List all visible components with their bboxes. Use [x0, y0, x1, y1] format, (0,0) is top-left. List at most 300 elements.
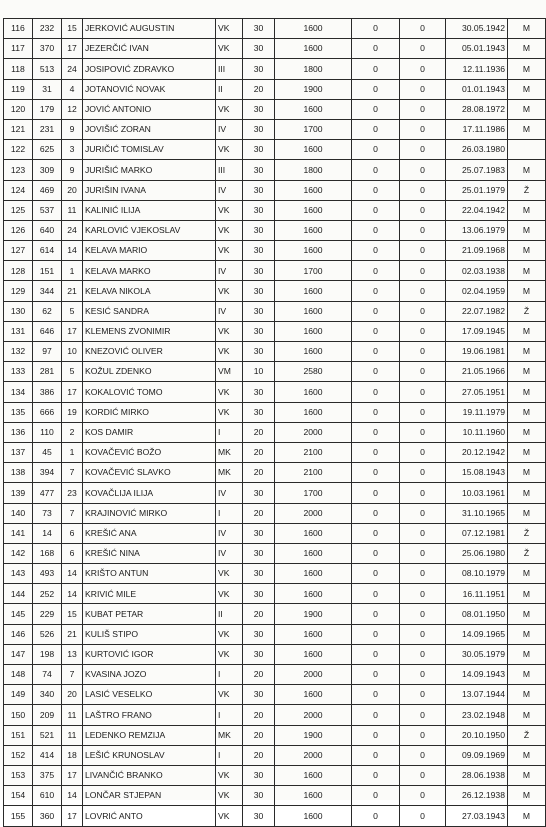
amount-cell: 1600: [275, 241, 352, 261]
row-number-cell: 152: [4, 745, 33, 765]
birth-date-cell: 30.05.1979: [446, 644, 508, 664]
row-number-cell: 127: [4, 241, 33, 261]
full-name-cell: KOS DAMIR: [83, 422, 216, 442]
amount-cell: 2000: [275, 503, 352, 523]
years-cell: 30: [243, 281, 275, 301]
birth-date-cell: 08.01.1950: [446, 604, 508, 624]
extra-value-1-cell: 0: [352, 79, 400, 99]
amount-cell: 2100: [275, 463, 352, 483]
employee-id-cell: 537: [33, 200, 62, 220]
qualification-cell: IV: [216, 180, 243, 200]
amount-cell: 1600: [275, 564, 352, 584]
amount-cell: 1700: [275, 483, 352, 503]
row-number-cell: 117: [4, 39, 33, 59]
unit-code-cell: 21: [62, 281, 83, 301]
extra-value-1-cell: 0: [352, 503, 400, 523]
full-name-cell: LEDENKO REMZIJA: [83, 725, 216, 745]
extra-value-1-cell: 0: [352, 483, 400, 503]
gender-cell: M: [508, 604, 546, 624]
qualification-cell: VK: [216, 220, 243, 240]
birth-date-cell: 27.03.1943: [446, 806, 508, 826]
gender-cell: M: [508, 220, 546, 240]
extra-value-1-cell: 0: [352, 402, 400, 422]
unit-code-cell: 24: [62, 59, 83, 79]
unit-code-cell: 14: [62, 584, 83, 604]
extra-value-1-cell: 0: [352, 180, 400, 200]
extra-value-2-cell: 0: [400, 644, 446, 664]
unit-code-cell: 6: [62, 543, 83, 563]
birth-date-cell: 31.10.1965: [446, 503, 508, 523]
employee-id-cell: 414: [33, 745, 62, 765]
table-row: [4, 362, 546, 382]
birth-date-cell: 30.05.1942: [446, 19, 508, 39]
years-cell: 30: [243, 806, 275, 826]
extra-value-2-cell: 0: [400, 200, 446, 220]
extra-value-2-cell: 0: [400, 281, 446, 301]
extra-value-1-cell: 0: [352, 99, 400, 119]
gender-cell: Ž: [508, 523, 546, 543]
amount-cell: 1600: [275, 644, 352, 664]
employee-id-cell: 151: [33, 261, 62, 281]
unit-code-cell: 7: [62, 463, 83, 483]
employee-id-cell: 110: [33, 422, 62, 442]
years-cell: 20: [243, 463, 275, 483]
unit-code-cell: 17: [62, 39, 83, 59]
row-number-cell: 140: [4, 503, 33, 523]
unit-code-cell: 14: [62, 564, 83, 584]
full-name-cell: KUBAT PETAR: [83, 604, 216, 624]
extra-value-2-cell: 0: [400, 665, 446, 685]
extra-value-2-cell: 0: [400, 79, 446, 99]
years-cell: 30: [243, 59, 275, 79]
employee-id-cell: 666: [33, 402, 62, 422]
extra-value-2-cell: 0: [400, 160, 446, 180]
row-number-cell: 149: [4, 685, 33, 705]
years-cell: 30: [243, 160, 275, 180]
birth-date-cell: 08.10.1979: [446, 564, 508, 584]
extra-value-2-cell: 0: [400, 705, 446, 725]
qualification-cell: MK: [216, 463, 243, 483]
row-number-cell: 125: [4, 200, 33, 220]
table-row: [4, 301, 546, 321]
full-name-cell: LONČAR STJEPAN: [83, 786, 216, 806]
unit-code-cell: 17: [62, 382, 83, 402]
extra-value-2-cell: 0: [400, 402, 446, 422]
employee-id-cell: 469: [33, 180, 62, 200]
gender-cell: M: [508, 321, 546, 341]
extra-value-1-cell: 0: [352, 342, 400, 362]
extra-value-2-cell: 0: [400, 39, 446, 59]
extra-value-1-cell: 0: [352, 200, 400, 220]
table-row: [4, 321, 546, 341]
extra-value-1-cell: 0: [352, 220, 400, 240]
employee-id-cell: 640: [33, 220, 62, 240]
qualification-cell: VK: [216, 564, 243, 584]
gender-cell: M: [508, 200, 546, 220]
extra-value-2-cell: 0: [400, 19, 446, 39]
extra-value-2-cell: 0: [400, 59, 446, 79]
years-cell: 30: [243, 644, 275, 664]
qualification-cell: VK: [216, 584, 243, 604]
birth-date-cell: 20.10.1950: [446, 725, 508, 745]
table-row: [4, 241, 546, 261]
unit-code-cell: 14: [62, 241, 83, 261]
unit-code-cell: 13: [62, 644, 83, 664]
birth-date-cell: 25.06.1980: [446, 543, 508, 563]
table-row: [4, 342, 546, 362]
full-name-cell: KOVAČEVIĆ BOŽO: [83, 442, 216, 462]
employee-id-cell: 74: [33, 665, 62, 685]
unit-code-cell: 6: [62, 523, 83, 543]
birth-date-cell: 17.09.1945: [446, 321, 508, 341]
birth-date-cell: 10.11.1960: [446, 422, 508, 442]
full-name-cell: LAŠTRO FRANO: [83, 705, 216, 725]
table-row: [4, 523, 546, 543]
amount-cell: 1600: [275, 786, 352, 806]
birth-date-cell: 15.08.1943: [446, 463, 508, 483]
full-name-cell: KNEZOVIĆ OLIVER: [83, 342, 216, 362]
qualification-cell: VK: [216, 241, 243, 261]
amount-cell: 1600: [275, 624, 352, 644]
full-name-cell: KELAVA MARIO: [83, 241, 216, 261]
row-number-cell: 126: [4, 220, 33, 240]
gender-cell: M: [508, 483, 546, 503]
gender-cell: M: [508, 765, 546, 785]
amount-cell: 2580: [275, 362, 352, 382]
years-cell: 20: [243, 79, 275, 99]
unit-code-cell: 5: [62, 362, 83, 382]
amount-cell: 1600: [275, 382, 352, 402]
table-row: [4, 765, 546, 785]
extra-value-1-cell: 0: [352, 564, 400, 584]
extra-value-2-cell: 0: [400, 241, 446, 261]
qualification-cell: VK: [216, 140, 243, 160]
employee-id-cell: 229: [33, 604, 62, 624]
full-name-cell: KREŠIĆ NINA: [83, 543, 216, 563]
extra-value-2-cell: 0: [400, 422, 446, 442]
employee-id-cell: 513: [33, 59, 62, 79]
years-cell: 20: [243, 725, 275, 745]
years-cell: 20: [243, 604, 275, 624]
table-row: [4, 705, 546, 725]
amount-cell: 1800: [275, 160, 352, 180]
row-number-cell: 150: [4, 705, 33, 725]
employee-id-cell: 45: [33, 442, 62, 462]
amount-cell: 1600: [275, 220, 352, 240]
unit-code-cell: 14: [62, 786, 83, 806]
employee-id-cell: 179: [33, 99, 62, 119]
extra-value-1-cell: 0: [352, 442, 400, 462]
extra-value-1-cell: 0: [352, 362, 400, 382]
amount-cell: 1600: [275, 685, 352, 705]
birth-date-cell: 27.05.1951: [446, 382, 508, 402]
full-name-cell: KRIVIĆ MILE: [83, 584, 216, 604]
row-number-cell: 143: [4, 564, 33, 584]
years-cell: 30: [243, 483, 275, 503]
row-number-cell: 133: [4, 362, 33, 382]
table-row: [4, 745, 546, 765]
row-number-cell: 137: [4, 442, 33, 462]
full-name-cell: JURIŠIN IVANA: [83, 180, 216, 200]
years-cell: 20: [243, 665, 275, 685]
birth-date-cell: 22.04.1942: [446, 200, 508, 220]
years-cell: 30: [243, 685, 275, 705]
extra-value-2-cell: 0: [400, 543, 446, 563]
unit-code-cell: 21: [62, 624, 83, 644]
extra-value-1-cell: 0: [352, 705, 400, 725]
birth-date-cell: 05.01.1943: [446, 39, 508, 59]
extra-value-1-cell: 0: [352, 745, 400, 765]
birth-date-cell: 19.06.1981: [446, 342, 508, 362]
extra-value-2-cell: 0: [400, 140, 446, 160]
qualification-cell: I: [216, 503, 243, 523]
row-number-cell: 116: [4, 19, 33, 39]
table-row: [4, 19, 546, 39]
gender-cell: M: [508, 442, 546, 462]
birth-date-cell: 13.06.1979: [446, 220, 508, 240]
row-number-cell: 118: [4, 59, 33, 79]
amount-cell: 1600: [275, 99, 352, 119]
employee-id-cell: 610: [33, 786, 62, 806]
full-name-cell: JOSIPOVIĆ ZDRAVKO: [83, 59, 216, 79]
employee-id-cell: 14: [33, 523, 62, 543]
unit-code-cell: 17: [62, 765, 83, 785]
extra-value-2-cell: 0: [400, 261, 446, 281]
table-row: [4, 261, 546, 281]
roster-table: [3, 18, 546, 827]
table-row: [4, 59, 546, 79]
unit-code-cell: 15: [62, 19, 83, 39]
qualification-cell: VK: [216, 402, 243, 422]
extra-value-1-cell: 0: [352, 725, 400, 745]
full-name-cell: KLEMENS ZVONIMIR: [83, 321, 216, 341]
qualification-cell: I: [216, 705, 243, 725]
extra-value-2-cell: 0: [400, 604, 446, 624]
gender-cell: M: [508, 99, 546, 119]
amount-cell: 1600: [275, 180, 352, 200]
extra-value-1-cell: 0: [352, 604, 400, 624]
employee-id-cell: 198: [33, 644, 62, 664]
unit-code-cell: 17: [62, 806, 83, 826]
amount-cell: 1700: [275, 261, 352, 281]
birth-date-cell: 07.12.1981: [446, 523, 508, 543]
full-name-cell: KURTOVIĆ IGOR: [83, 644, 216, 664]
amount-cell: 1600: [275, 523, 352, 543]
birth-date-cell: 14.09.1965: [446, 624, 508, 644]
gender-cell: M: [508, 503, 546, 523]
table-row: [4, 281, 546, 301]
years-cell: 30: [243, 39, 275, 59]
qualification-cell: VM: [216, 362, 243, 382]
extra-value-1-cell: 0: [352, 422, 400, 442]
years-cell: 30: [243, 321, 275, 341]
row-number-cell: 147: [4, 644, 33, 664]
qualification-cell: VK: [216, 19, 243, 39]
birth-date-cell: 23.02.1948: [446, 705, 508, 725]
full-name-cell: JERKOVIĆ AUGUSTIN: [83, 19, 216, 39]
gender-cell: M: [508, 261, 546, 281]
extra-value-2-cell: 0: [400, 786, 446, 806]
years-cell: 30: [243, 261, 275, 281]
gender-cell: M: [508, 382, 546, 402]
extra-value-2-cell: 0: [400, 382, 446, 402]
table-row: [4, 442, 546, 462]
extra-value-1-cell: 0: [352, 685, 400, 705]
gender-cell: M: [508, 19, 546, 39]
employee-id-cell: 344: [33, 281, 62, 301]
full-name-cell: JOVIĆ ANTONIO: [83, 99, 216, 119]
amount-cell: 1600: [275, 200, 352, 220]
full-name-cell: JURIŠIĆ MARKO: [83, 160, 216, 180]
qualification-cell: II: [216, 79, 243, 99]
qualification-cell: VK: [216, 99, 243, 119]
years-cell: 30: [243, 180, 275, 200]
table-row: [4, 483, 546, 503]
unit-code-cell: 1: [62, 442, 83, 462]
table-row: [4, 79, 546, 99]
years-cell: 20: [243, 745, 275, 765]
qualification-cell: IV: [216, 483, 243, 503]
qualification-cell: IV: [216, 543, 243, 563]
extra-value-1-cell: 0: [352, 644, 400, 664]
gender-cell: M: [508, 786, 546, 806]
unit-code-cell: 7: [62, 665, 83, 685]
extra-value-1-cell: 0: [352, 463, 400, 483]
table-row: [4, 119, 546, 139]
birth-date-cell: 28.06.1938: [446, 765, 508, 785]
unit-code-cell: 11: [62, 725, 83, 745]
gender-cell: M: [508, 463, 546, 483]
amount-cell: 1600: [275, 543, 352, 563]
table-row: [4, 644, 546, 664]
extra-value-2-cell: 0: [400, 584, 446, 604]
gender-cell: M: [508, 644, 546, 664]
unit-code-cell: 12: [62, 99, 83, 119]
row-number-cell: 122: [4, 140, 33, 160]
extra-value-1-cell: 0: [352, 765, 400, 785]
row-number-cell: 148: [4, 665, 33, 685]
row-number-cell: 146: [4, 624, 33, 644]
gender-cell: M: [508, 59, 546, 79]
unit-code-cell: 18: [62, 745, 83, 765]
table-row: [4, 39, 546, 59]
qualification-cell: I: [216, 422, 243, 442]
gender-cell: M: [508, 584, 546, 604]
unit-code-cell: 19: [62, 402, 83, 422]
extra-value-1-cell: 0: [352, 543, 400, 563]
gender-cell: M: [508, 342, 546, 362]
extra-value-2-cell: 0: [400, 624, 446, 644]
qualification-cell: VK: [216, 786, 243, 806]
table-row: [4, 180, 546, 200]
table-row: [4, 584, 546, 604]
extra-value-2-cell: 0: [400, 119, 446, 139]
full-name-cell: KULIŠ STIPO: [83, 624, 216, 644]
extra-value-2-cell: 0: [400, 342, 446, 362]
employee-id-cell: 252: [33, 584, 62, 604]
employee-id-cell: 370: [33, 39, 62, 59]
row-number-cell: 124: [4, 180, 33, 200]
gender-cell: M: [508, 624, 546, 644]
full-name-cell: KOVAČLIJA ILIJA: [83, 483, 216, 503]
extra-value-1-cell: 0: [352, 321, 400, 341]
amount-cell: 2000: [275, 745, 352, 765]
qualification-cell: IV: [216, 301, 243, 321]
unit-code-cell: 20: [62, 685, 83, 705]
row-number-cell: 145: [4, 604, 33, 624]
row-number-cell: 142: [4, 543, 33, 563]
amount-cell: 1800: [275, 59, 352, 79]
birth-date-cell: 10.03.1961: [446, 483, 508, 503]
unit-code-cell: 1: [62, 261, 83, 281]
birth-date-cell: 22.07.1982: [446, 301, 508, 321]
gender-cell: M: [508, 665, 546, 685]
row-number-cell: 141: [4, 523, 33, 543]
full-name-cell: LOVRIĆ ANTO: [83, 806, 216, 826]
full-name-cell: LEŠIĆ KRUNOSLAV: [83, 745, 216, 765]
row-number-cell: 154: [4, 786, 33, 806]
row-number-cell: 138: [4, 463, 33, 483]
employee-id-cell: 231: [33, 119, 62, 139]
gender-cell: M: [508, 422, 546, 442]
gender-cell: Ž: [508, 725, 546, 745]
extra-value-2-cell: 0: [400, 725, 446, 745]
birth-date-cell: 25.07.1983: [446, 160, 508, 180]
employee-id-cell: 97: [33, 342, 62, 362]
extra-value-2-cell: 0: [400, 745, 446, 765]
amount-cell: 1600: [275, 321, 352, 341]
unit-code-cell: 10: [62, 342, 83, 362]
employee-id-cell: 62: [33, 301, 62, 321]
birth-date-cell: 25.01.1979: [446, 180, 508, 200]
full-name-cell: KALINIĆ ILIJA: [83, 200, 216, 220]
gender-cell: Ž: [508, 543, 546, 563]
amount-cell: 1600: [275, 39, 352, 59]
extra-value-1-cell: 0: [352, 281, 400, 301]
row-number-cell: 132: [4, 342, 33, 362]
employee-id-cell: 209: [33, 705, 62, 725]
table-row: [4, 220, 546, 240]
row-number-cell: 131: [4, 321, 33, 341]
amount-cell: 1700: [275, 119, 352, 139]
unit-code-cell: 3: [62, 140, 83, 160]
row-number-cell: 129: [4, 281, 33, 301]
table-row: [4, 604, 546, 624]
qualification-cell: VK: [216, 765, 243, 785]
gender-cell: M: [508, 241, 546, 261]
years-cell: 30: [243, 382, 275, 402]
table-row: [4, 402, 546, 422]
roster-body: [4, 19, 546, 827]
extra-value-2-cell: 0: [400, 321, 446, 341]
years-cell: 30: [243, 402, 275, 422]
unit-code-cell: 9: [62, 160, 83, 180]
table-row: [4, 99, 546, 119]
amount-cell: 1900: [275, 725, 352, 745]
birth-date-cell: 13.07.1944: [446, 685, 508, 705]
extra-value-2-cell: 0: [400, 765, 446, 785]
employee-id-cell: 281: [33, 362, 62, 382]
table-row: [4, 725, 546, 745]
full-name-cell: KELAVA NIKOLA: [83, 281, 216, 301]
amount-cell: 2000: [275, 705, 352, 725]
unit-code-cell: 20: [62, 180, 83, 200]
extra-value-1-cell: 0: [352, 261, 400, 281]
extra-value-1-cell: 0: [352, 119, 400, 139]
extra-value-2-cell: 0: [400, 220, 446, 240]
birth-date-cell: 02.03.1938: [446, 261, 508, 281]
gender-cell: M: [508, 39, 546, 59]
